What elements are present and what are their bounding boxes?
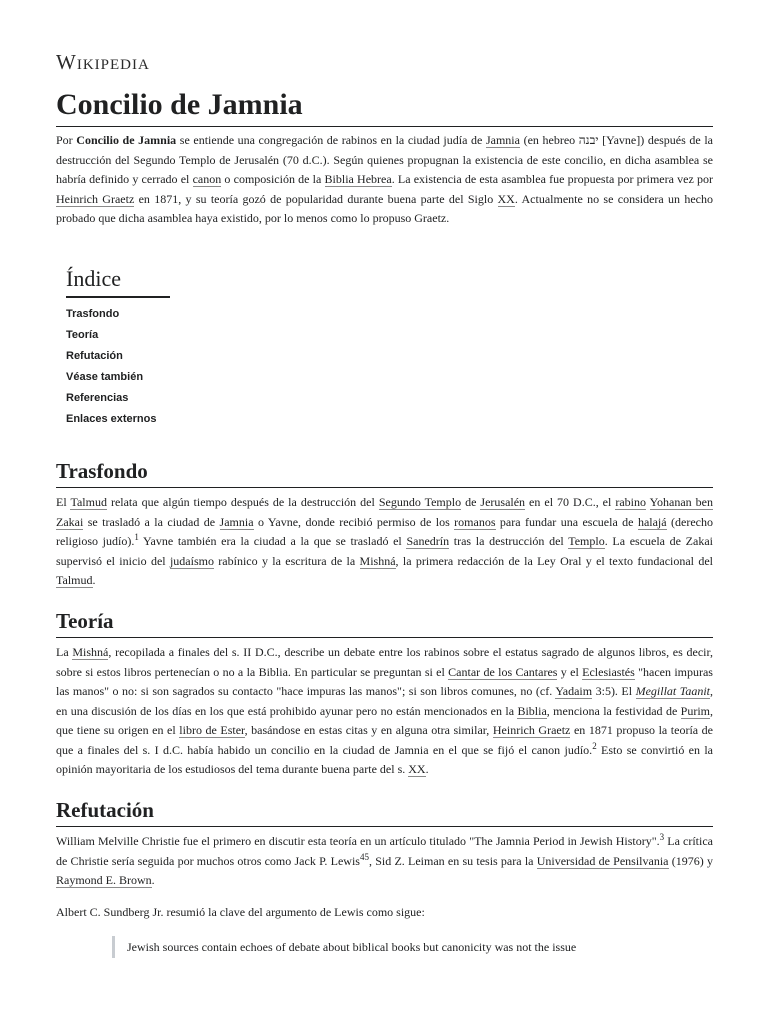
toc-item-referencias[interactable]: Referencias (66, 392, 129, 404)
footnote-5[interactable]: 5 (364, 851, 369, 862)
text: La crítica de Christie sería seguida por muchos otros como Jack P. Lewis (56, 834, 713, 868)
text: , recopilada a finales del s. II D.C., describe un debate entre los rabinos sobre el estatus sagrado de algunos libros, es decir, sobre si estos libros pertenecían o no a la Biblia. En particular se preguntan si el (56, 645, 714, 679)
text: Por (56, 133, 77, 147)
text: en el 70 D.C., el (525, 495, 616, 509)
blockquote (112, 936, 727, 958)
toc-item-enlaces-externos[interactable]: Enlaces externos (66, 413, 157, 425)
text: de (461, 495, 481, 509)
teoria-paragraph (56, 643, 713, 780)
link-eclesiastes[interactable]: Eclesiastés (582, 664, 635, 679)
toc-list (66, 304, 170, 430)
text: para fundar una escuela de (495, 514, 638, 529)
footnote-3[interactable]: 3 (659, 832, 665, 842)
link-siglo-xx[interactable]: XX (408, 762, 426, 776)
refutacion-paragraph-1 (56, 832, 713, 891)
link-romanos[interactable]: romanos (454, 514, 496, 529)
link-judaismo[interactable]: judaísmo (169, 553, 214, 568)
link-biblia[interactable]: Biblia (517, 703, 547, 718)
toc-title: Índice (66, 264, 170, 298)
link-megillat-taanit[interactable]: Megillat Taanit (635, 684, 711, 698)
text: El (56, 495, 71, 509)
toc-item-vease-tambien[interactable]: Véase también (66, 371, 144, 383)
text: o composición de la (221, 172, 325, 186)
text: (derecho religioso judío). (56, 514, 713, 548)
table-of-contents (66, 264, 170, 430)
text: , en una discusión de los días en los que está prohibido ayunar pero no están mencionados en la (56, 684, 714, 718)
text: (1976) y (668, 853, 713, 868)
link-jerusalen[interactable]: Jerusalén (480, 495, 526, 509)
footnote-2[interactable]: 2 (592, 740, 597, 751)
link-sanedrin[interactable]: Sanedrín (406, 534, 450, 548)
link-universidad-de-pensilvania[interactable]: Universidad de Pensilvania (536, 853, 669, 868)
link-siglo-xx[interactable]: XX (497, 191, 515, 206)
heading-trasfondo: Trasfondo (56, 457, 713, 488)
text: . (151, 873, 155, 887)
text: (en hebreo יבנה [Yavne]) después de la destrucción del Segundo Templo de Jerusalén (70 d.C.). Según quienes propugnan la existencia de este concilio, en dicha asamblea se habría definido y cerrado el (56, 133, 713, 186)
text: La (56, 645, 73, 659)
link-heinrich-graetz[interactable]: Heinrich Graetz (492, 723, 571, 737)
link-purim[interactable]: Purim (680, 703, 710, 718)
link-segundo-templo[interactable]: Segundo Templo (378, 495, 462, 509)
toc-item-refutacion[interactable]: Refutación (66, 350, 123, 362)
text: , basándose en estas citas y en alguna otra similar, (244, 723, 493, 737)
text: en 1871, y su teoría gozó de popularidad durante buena parte del Siglo (134, 191, 498, 206)
text: . La escuela de Zakai supervisó el inicio del (56, 534, 713, 568)
text: y el (557, 664, 583, 679)
text: . (425, 762, 429, 776)
text: , la primera redacción de la Ley Oral y el texto fundacional del (395, 553, 714, 568)
refutacion-paragraph-2: Albert C. Sundberg Jr. resumió la clave del argumento de Lewis como sigue: (56, 905, 425, 919)
link-libro-de-ester[interactable]: libro de Ester (179, 723, 245, 737)
link-canon[interactable]: canon (192, 172, 222, 186)
trasfondo-paragraph (56, 493, 713, 591)
link-halaja[interactable]: halajá (637, 514, 667, 529)
link-heinrich-graetz[interactable]: Heinrich Graetz (56, 191, 135, 206)
link-talmud[interactable]: Talmud (56, 573, 93, 587)
link-yadaim[interactable]: Yadaim (555, 684, 593, 698)
intro-paragraph (56, 131, 713, 229)
footnote-4[interactable]: 4 (359, 851, 365, 862)
text: . La existencia de esta asamblea fue propuesta por primera vez por (391, 172, 713, 186)
text: , Sid Z. Leiman en su tesis para la (368, 853, 537, 868)
link-rabino[interactable]: rabino (615, 495, 646, 509)
link-biblia-hebrea[interactable]: Biblia Hebrea (324, 172, 392, 186)
link-yohanan-ben-zakai[interactable]: Yohanan ben Zakai (56, 495, 713, 529)
wikipedia-wordmark[interactable]: Wikipedia (56, 50, 150, 74)
text: relata que algún tiempo después de la destrucción del (106, 495, 379, 509)
quote-text: Jewish sources contain echoes of debate about biblical books but canonicity was not the issue (127, 940, 577, 954)
link-jamnia[interactable]: Jamnia (219, 514, 254, 529)
text: rabínico y la escritura de la (213, 553, 360, 568)
page-title: Concilio de Jamnia (56, 86, 713, 127)
text: . Actualmente no se considera un hecho probado que dicha asamblea haya existido, por lo menos como lo propuso Graetz. (56, 191, 713, 225)
heading-teoria: Teoría (56, 607, 713, 638)
link-templo[interactable]: Templo (568, 534, 605, 548)
text: se entiende una congregación de rabinos en la ciudad judía de (176, 133, 486, 147)
text: en 1871 propuso la teoría de que a finales del s. I d.C. había habido un concilio en la ciudad de Jamnia en el que se fijó el canon judío. (56, 723, 714, 757)
bold-term: Concilio de Jamnia (76, 133, 177, 147)
link-jamnia[interactable]: Jamnia (485, 133, 520, 147)
text: , menciona la festividad de (546, 703, 681, 718)
text: tras la destrucción del (449, 534, 569, 548)
heading-refutacion: Refutación (56, 796, 713, 827)
link-raymond-e-brown[interactable]: Raymond E. Brown (56, 873, 152, 887)
text: 3:5). El (592, 684, 636, 698)
link-talmud[interactable]: Talmud (70, 495, 107, 509)
text: se trasladó a la ciudad de (83, 514, 220, 529)
link-mishna[interactable]: Mishná (359, 553, 396, 568)
toc-item-teoria[interactable]: Teoría (66, 329, 99, 341)
text: o Yavne, donde recibió permiso de los (253, 514, 455, 529)
footnote-1[interactable]: 1 (134, 532, 139, 542)
text: . (92, 573, 96, 587)
text: William Melville Christie fue el primero en discutir esta teoría en un artículo titulado "The Jamnia Period in Jewish History". (56, 834, 660, 848)
text: Esto se convirtió en la opinión mayoritaria de los estudiosos del tema durante buena parte del s. (56, 742, 713, 776)
text: , que tiene su origen en el (56, 703, 713, 737)
text: "hacen impuras las manos" o no: si son sagrados su contacto "hace impuras las manos"; si son libros comunes, no (cf. (56, 664, 713, 698)
text: Yavne también era la ciudad a la que se trasladó el (138, 534, 407, 548)
toc-item-trasfondo[interactable]: Trasfondo (66, 308, 120, 320)
link-cantar-de-los-cantares[interactable]: Cantar de los Cantares (448, 664, 558, 679)
link-mishna[interactable]: Mishná (72, 645, 109, 659)
